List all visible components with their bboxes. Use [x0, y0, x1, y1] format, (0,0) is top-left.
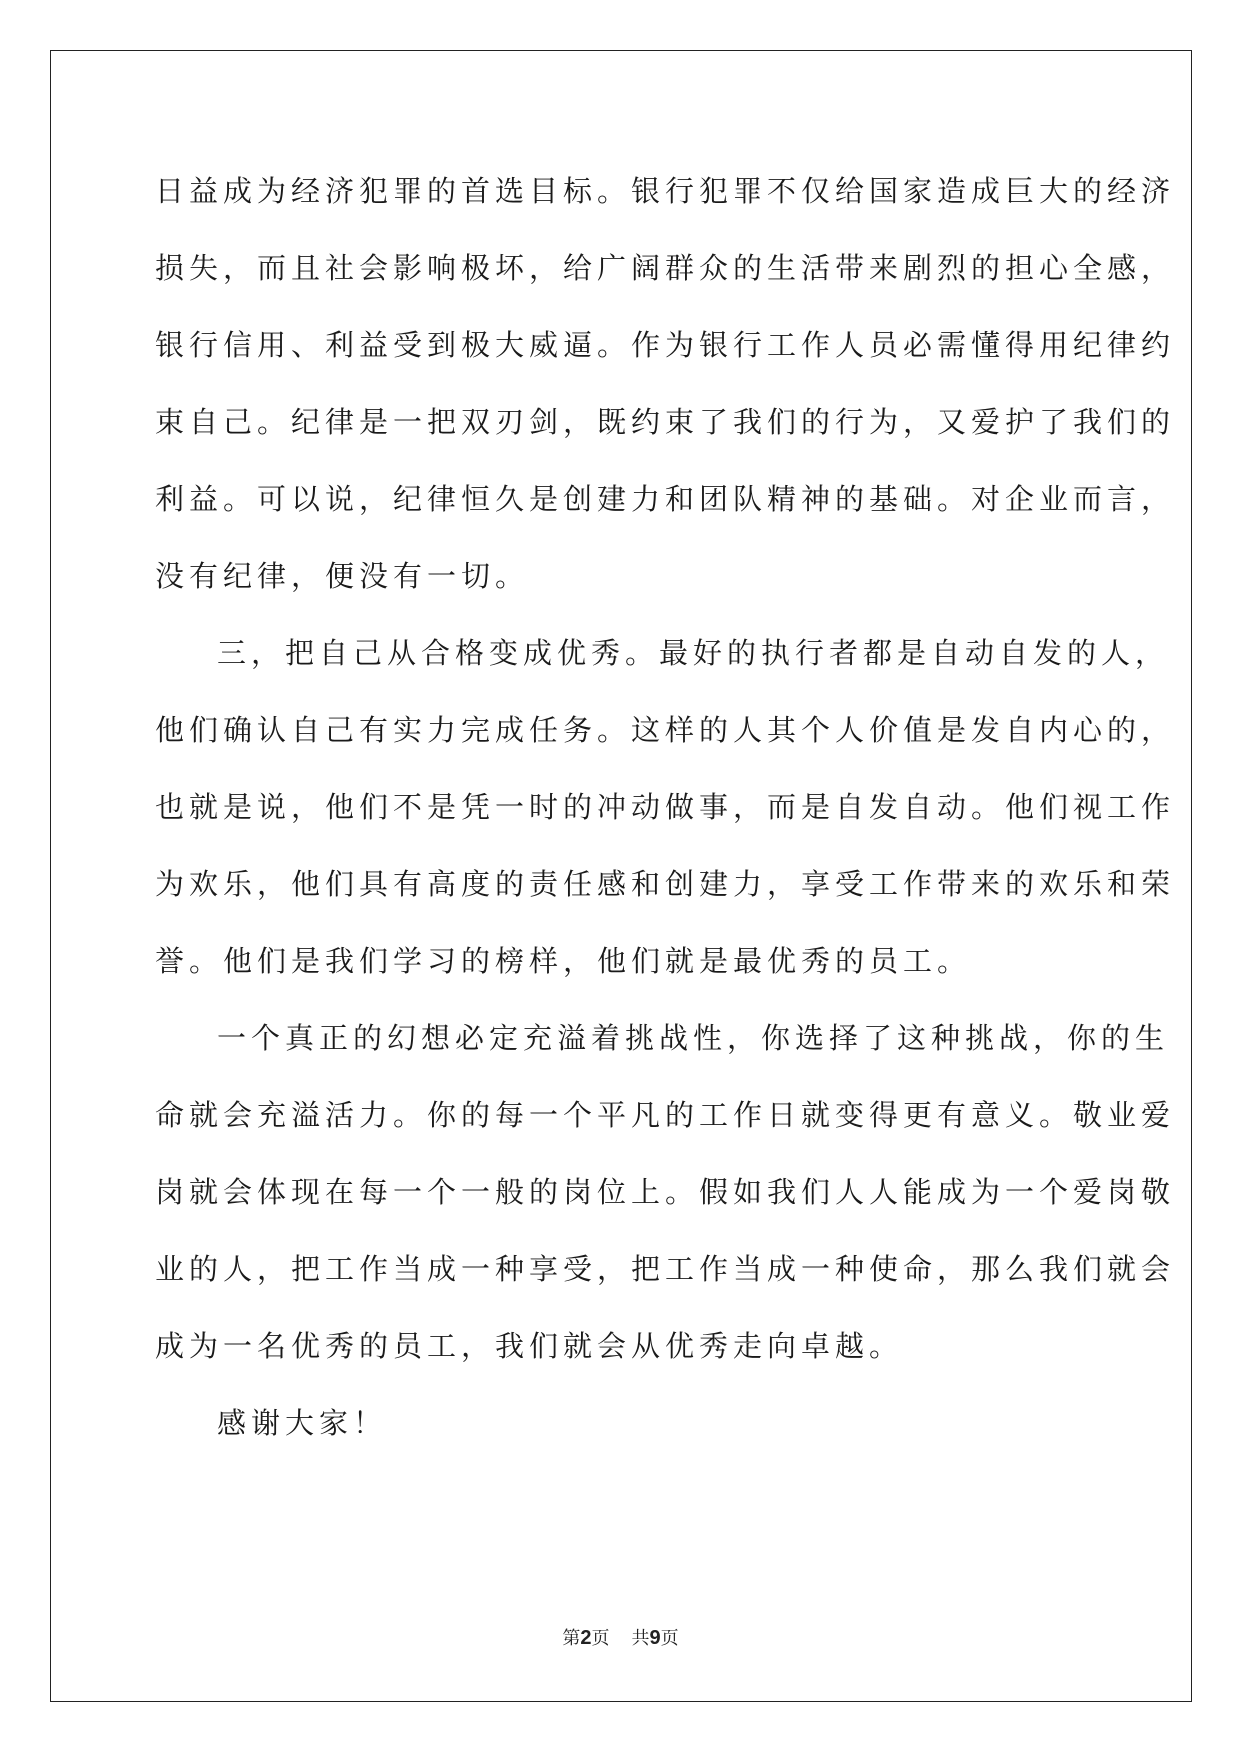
text-line-12: 一个真正的幻想必定充溢着挑战性，你选择了这种挑战，你的生	[217, 1021, 1170, 1055]
total-prefix: 共	[631, 1628, 650, 1649]
text-line-14: 岗就会体现在每一个一般的岗位上。假如我们人人能成为一个爱岗敬	[155, 1175, 1176, 1209]
closing-line: 感谢大家！	[217, 1406, 388, 1440]
text-line-10: 为欢乐，他们具有高度的责任感和创建力，享受工作带来的欢乐和荣	[155, 867, 1176, 901]
text-line-8: 他们确认自己有实力完成任务。这样的人其个人价值是发自内心的，	[155, 713, 1176, 747]
page-prefix: 第	[562, 1628, 581, 1649]
page-footer	[0, 1624, 1241, 1650]
text-line-3: 银行信用、利益受到极大威逼。作为银行工作人员必需懂得用纪律约	[155, 328, 1176, 362]
text-line-6: 没有纪律，便没有一切。	[155, 559, 530, 593]
page-number: 2	[580, 1627, 592, 1649]
text-line-16: 成为一名优秀的员工，我们就会从优秀走向卓越。	[155, 1329, 904, 1363]
text-line-7: 三，把自己从合格变成优秀。最好的执行者都是自动自发的人，	[217, 636, 1170, 670]
total-suffix: 页	[660, 1628, 679, 1649]
text-line-13: 命就会充溢活力。你的每一个平凡的工作日就变得更有意义。敬业爱	[155, 1098, 1176, 1132]
page-suffix: 页	[591, 1628, 610, 1649]
text-line-9: 也就是说，他们不是凭一时的冲动做事，而是自发自动。他们视工作	[155, 790, 1176, 824]
text-line-4: 束自己。纪律是一把双刃剑，既约束了我们的行为，又爱护了我们的	[155, 405, 1176, 439]
text-line-5: 利益。可以说，纪律恒久是创建力和团队精神的基础。对企业而言，	[155, 482, 1176, 516]
text-line-1: 日益成为经济犯罪的首选目标。银行犯罪不仅给国家造成巨大的经济	[155, 174, 1176, 208]
total-pages: 9	[649, 1627, 661, 1649]
document-body	[155, 162, 1176, 1471]
text-line-15: 业的人，把工作当成一种享受，把工作当成一种使命，那么我们就会	[155, 1252, 1176, 1286]
text-line-11: 誉。他们是我们学习的榜样，他们就是最优秀的员工。	[155, 944, 972, 978]
text-line-2: 损失，而且社会影响极坏，给广阔群众的生活带来剧烈的担心全感，	[155, 251, 1176, 285]
